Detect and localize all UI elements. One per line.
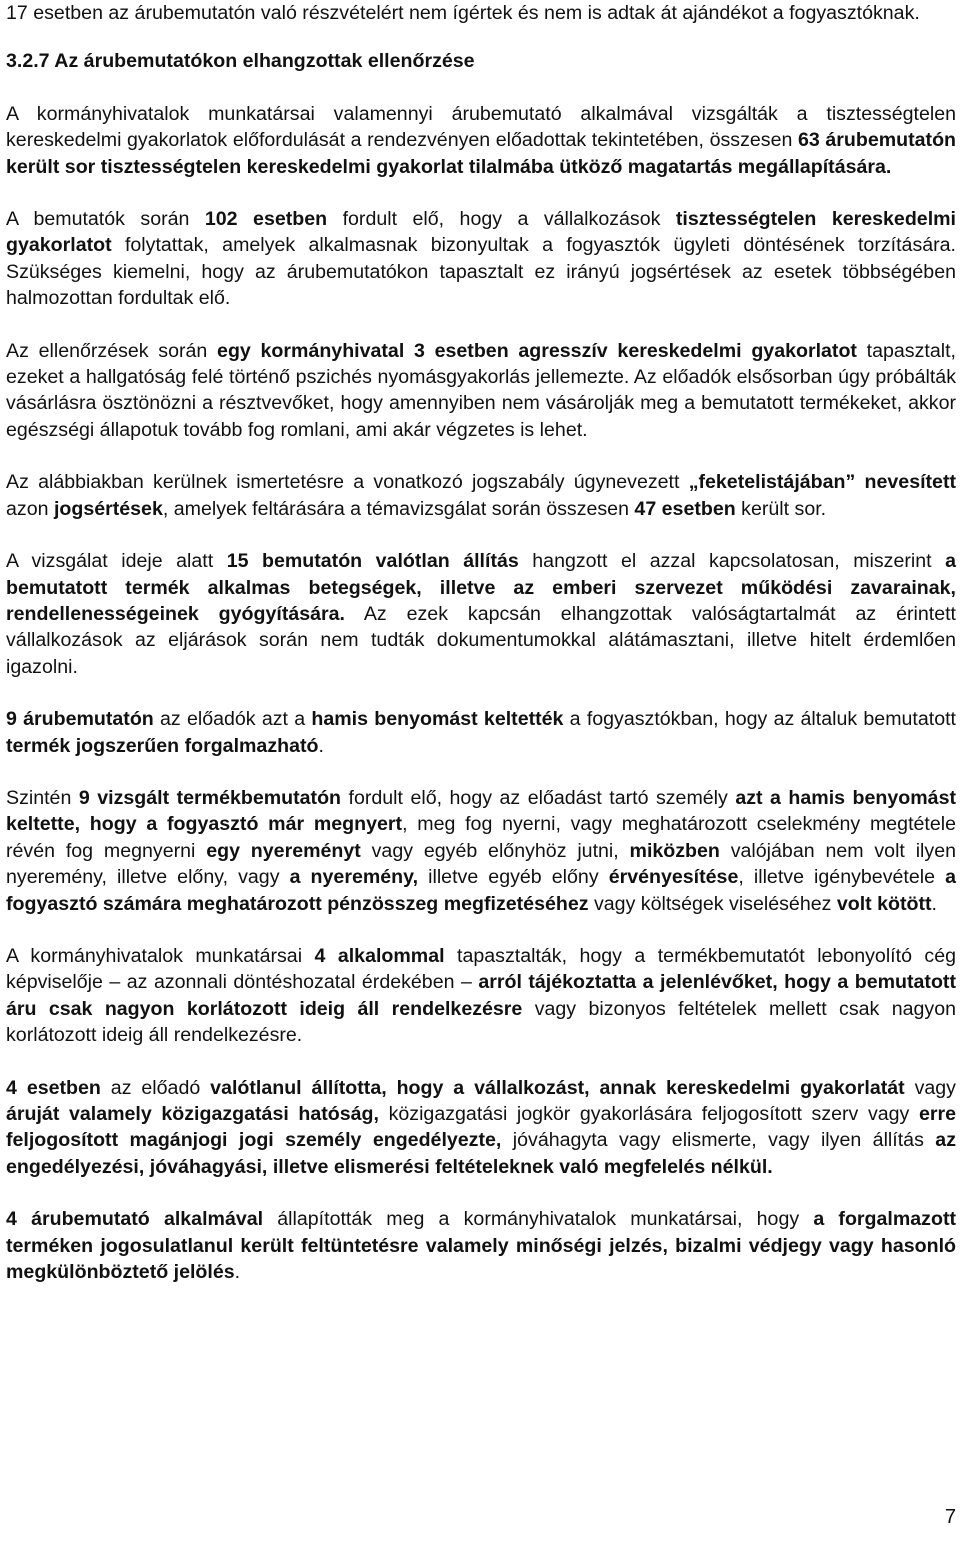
text: az előadó	[100, 1076, 211, 1099]
text: folytattak, amelyek alkalmasnak bizonyultak a fogyasztók ügyleti döntésének torzítására. Szükséges kiemelni, hogy az árubemutatókon tapasztalt ez irányú jogsértések az esetek többségében halmozottan fordultak elő.	[6, 234, 956, 310]
paragraph	[6, 338, 956, 444]
text: , illetve igénybevétele	[738, 866, 946, 889]
text: fordult elő, hogy az előadást tartó személy	[341, 786, 736, 809]
text: hangzott el azzal kapcsolatosan, miszerint	[518, 550, 946, 573]
bold-text: a fogyasztó számára meghatározott pénzösszeg megfizetéséhez	[6, 866, 956, 915]
text: 17 esetben az árubemutatón való részvételért nem ígértek és nem is adtak át ajándékot a fogyasztóknak.	[6, 2, 920, 24]
text: Az ellenőrzések során	[6, 339, 218, 362]
bold-text: miközben	[629, 839, 720, 862]
text: Szintén	[6, 786, 79, 809]
page-number: 7	[944, 1506, 956, 1528]
text: Az alábbiakban kerülnek ismertetésre a vonatkozó jogszabály úgynevezett	[6, 471, 689, 494]
bold-text: 63 árubemutatón került sor tisztességtelen kereskedelmi gyakorlat tilalmába ütköző magatartás megállapítására.	[6, 129, 957, 178]
bold-text: 4 árubemutató alkalmával	[6, 1208, 264, 1231]
text: .	[318, 734, 324, 757]
paragraph	[6, 101, 956, 180]
text: vagy bizonyos feltételek mellett csak nagyon korlátozott ideig áll rendelkezésre.	[6, 997, 956, 1047]
bold-text: valótlanul állította, hogy a vállalkozást, annak kereskedelmi gyakorlatát	[210, 1076, 905, 1099]
text: állapították meg a kormányhivatalok munkatársai, hogy	[263, 1208, 814, 1231]
text: vagy költségek viseléséhez	[588, 892, 837, 915]
text: vagy egyéb előnyhöz jutni,	[360, 839, 630, 862]
bold-text: 4 alkalommal	[314, 944, 445, 967]
text: Az ezek kapcsán elhangzottak valóságtartalmát az érintett vállalkozások az eljárások során nem tudták dokumentumokkal alátámasztani, illetve hitelt érdemlően igazolni.	[6, 602, 956, 678]
section-heading	[6, 48, 956, 74]
text: vagy	[904, 1076, 956, 1099]
bold-text: a nyeremény,	[289, 866, 419, 889]
text: tapasztalt, ezeket a hallgatóság felé történő pszichés nyomásgyakorlás jellemezte. Az előadók elsősorban úgy próbálták vásárlásra ösztönözni a résztvevőket, hogy amennyiben nem vásárolják meg a bemutatott termékeket, akkor egészségi állapotuk tovább fog romlani, ami akár végzetes is lehet.	[6, 339, 956, 441]
text: a fogyasztókban, hogy az általuk bemutatott	[563, 708, 956, 731]
bold-text: tisztességtelen kereskedelmi gyakorlatot	[6, 208, 956, 257]
text: .	[931, 892, 937, 915]
text: került sor.	[735, 497, 827, 520]
text: az előadók azt a	[153, 708, 312, 731]
text: A vizsgálat ideje alatt	[6, 550, 227, 573]
bold-text: 3.2.7 Az árubemutatókon elhangzottak ellenőrzése	[6, 50, 475, 73]
bold-text: 47 esetben	[634, 497, 736, 520]
bold-text: a forgalmazott terméken jogosulatlanul került feltüntetésre valamely minőségi jelzés, bizalmi védjegy vagy hasonló megkülönböztető jelölés	[6, 1208, 956, 1284]
bold-text: jogsértések	[53, 497, 163, 520]
bold-text: 9 árubemutatón	[6, 708, 154, 731]
bold-text: „feketelistájában” nevesített	[688, 471, 957, 494]
bold-text: erre feljogosított magánjogi jogi személy engedélyezte,	[6, 1103, 956, 1152]
bold-text: az engedélyezési, jóváhagyási, illetve elismerési feltételeknek való megfelelés nélkül.	[6, 1129, 956, 1178]
bold-text: érvényesítése	[608, 866, 739, 889]
bold-text: a bemutatott termék alkalmas betegségek, illetve az emberi szervezet működési zavarainak, rendellenességeinek gyógyítására.	[6, 550, 956, 625]
bold-text: hamis benyomást keltették	[311, 708, 564, 731]
text: illetve egyéb előny	[418, 866, 609, 889]
bold-text: 4 esetben	[6, 1076, 101, 1099]
paragraph	[6, 1206, 956, 1285]
paragraph	[6, 469, 956, 522]
paragraph	[6, 206, 956, 312]
text: , meg fog nyerni, vagy meghatározott cselekmény megtétele révén fog megnyerni	[6, 813, 957, 862]
bold-text: termék jogszerűen forgalmazható	[6, 734, 319, 757]
paragraph	[6, 785, 956, 917]
paragraph	[6, 706, 956, 759]
text: azon	[6, 497, 54, 520]
paragraph	[6, 1075, 956, 1181]
text: A bemutatók során	[6, 208, 205, 231]
text: .	[234, 1261, 241, 1284]
text: fordult elő, hogy a vállalkozások	[327, 208, 676, 231]
bold-text: arról tájékoztatta a jelenlévőket, hogy a bemutatott áru csak nagyon korlátozott ideig áll rendelkezésre	[6, 971, 956, 1020]
paragraph	[6, 0, 956, 26]
text: jóváhagyta vagy elismerte, vagy ilyen állítás	[501, 1129, 936, 1152]
bold-text: azt a hamis benyomást keltette, hogy a fogyasztó már megnyert	[6, 786, 956, 836]
bold-text: volt kötött	[836, 892, 932, 915]
bold-text: 15 bemutatón valótlan állítás	[226, 550, 519, 573]
text: valójában nem volt ilyen nyeremény, illetve előny, vagy	[6, 839, 956, 889]
text: közigazgatási jogkör gyakorlására feljogosított szerv vagy	[378, 1103, 919, 1125]
bold-text: egy nyereményt	[206, 839, 361, 862]
text: tapasztalták, hogy a termékbemutatót lebonyolító cég képviselője – az azonnali döntéshozatal érdekében –	[6, 944, 956, 994]
paragraph	[6, 548, 956, 680]
bold-text: 9 vizsgált termékbemutatón	[78, 786, 342, 809]
text: A kormányhivatalok munkatársai valamennyi árubemutató alkalmával vizsgálták a tisztességtelen kereskedelmi gyakorlatok előfordulását a rendezvényen előadottak tekintetében, összesen	[6, 102, 956, 152]
text: A kormányhivatalok munkatársai	[6, 944, 315, 967]
bold-text: egy kormányhivatal 3 esetben agresszív kereskedelmi gyakorlatot	[217, 339, 857, 362]
document-body	[6, 0, 956, 1311]
bold-text: áruját valamely közigazgatási hatóság,	[6, 1103, 379, 1125]
paragraph	[6, 943, 956, 1049]
bold-text: 102 esetben	[204, 208, 328, 231]
text: , amelyek feltárására a témavizsgálat során összesen	[162, 497, 635, 520]
